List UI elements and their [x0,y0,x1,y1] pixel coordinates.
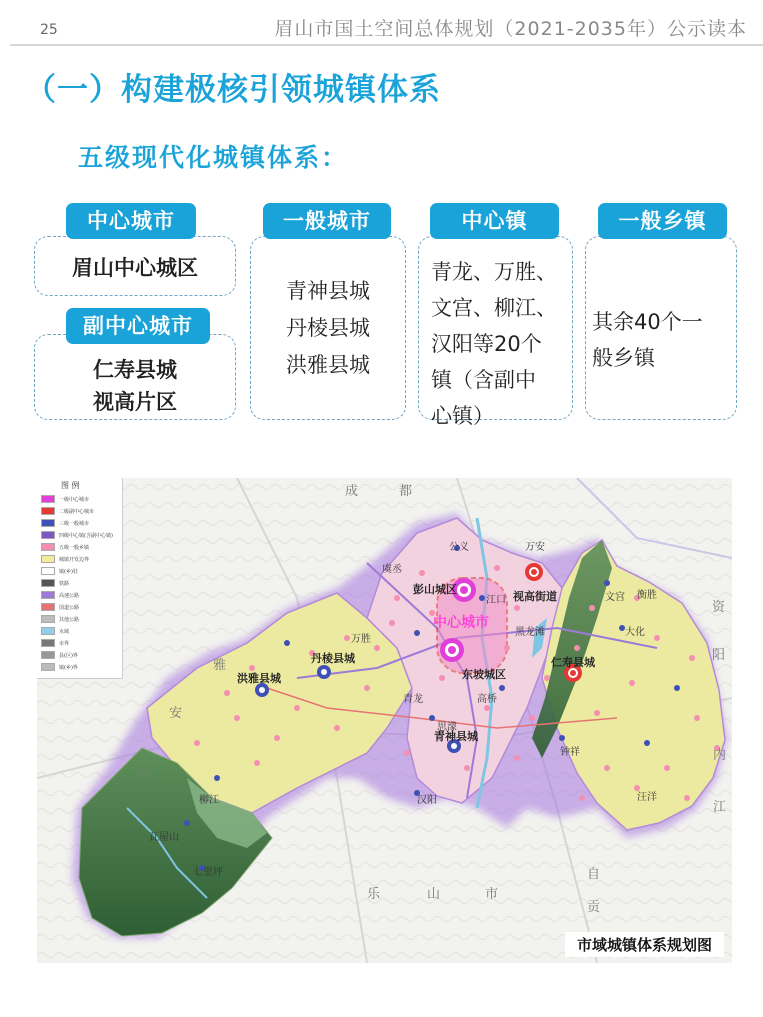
center-town-line: 镇（含副中 [431,368,536,392]
map-label-danling: 丹棱县城 [311,652,355,665]
map-label-renshou: 仁寿县城 [551,656,595,669]
legend-item [41,494,89,504]
general-town-text [592,304,732,376]
sub-center-city-line-2: 视高片区 [93,390,177,414]
map-label-town: 万胜 [351,634,371,645]
legend-swatch [41,579,55,587]
general-town-tag: 一般乡镇 [598,203,727,239]
map-label-hongya: 洪雅县城 [237,672,281,685]
legend-swatch [41,507,55,515]
center-town-line: 文宫、柳江、 [431,296,557,320]
general-city-item: 洪雅县城 [286,353,370,377]
center-town-tag: 中心镇 [430,203,559,239]
map-label-town: 高桥 [477,694,497,705]
legend-swatch [41,639,55,647]
page-number: 25 [40,22,58,38]
legend-item [41,662,78,672]
map-label-pengshan: 彭山城区 [413,583,457,596]
legend-item [41,638,69,648]
legend-item [41,602,79,612]
legend-item [41,590,79,600]
legend-label: 城镇开发边界 [59,556,90,563]
legend-swatch [41,627,55,635]
region-label-chengdu-du: 都 [399,484,413,499]
general-city-tag: 一般城市 [263,203,391,239]
general-town-line: 其余40个一 [592,310,703,334]
map-label-town: 大化 [625,627,645,638]
map-label-town: 文宫 [605,592,625,603]
region-label-yang: 阳 [712,648,726,663]
general-town-line: 般乡镇 [592,346,655,370]
legend-label: 镇(乡)驻 [59,568,78,575]
center-town-line: 心镇） [431,404,494,428]
map-label-town: 江口 [486,595,506,606]
map-label-town: 思濛 [437,722,457,733]
map-label-town: 汪洋 [637,792,657,803]
legend-swatch [41,567,55,575]
map-graphic [37,478,732,963]
general-city-item: 青神县城 [286,279,370,303]
map-label-town: 汉阳 [417,795,437,806]
legend-label: 三级一般城市 [59,520,90,527]
legend-item [41,566,78,576]
region-label-zigong-gong: 贡 [587,900,601,915]
region-label-ya: 雅 [213,658,227,673]
sub-center-city-tag: 副中心城市 [66,308,210,344]
region-label-chengdu-cheng: 成 [345,484,359,499]
legend-swatch [41,591,55,599]
map-label-town: 柳江 [199,795,219,806]
center-city-marker-dongpo [440,638,464,662]
legend-swatch [41,495,55,503]
legend-label: 一级中心城市 [59,496,90,503]
map-label-town: 虞丞 [382,564,402,575]
legend-swatch [41,663,55,671]
region-label-shi-bottom: 市 [485,887,499,902]
legend-label: 二级副中心城市 [59,508,95,515]
general-city-marker-danling [317,665,331,679]
running-title: 眉山市国土空间总体规划（2021-2035年）公示读本 [274,18,747,40]
map-label-shigao: 视高街道 [513,590,557,603]
map-label-town: 万安 [525,542,545,553]
legend-item [41,626,69,636]
region-label-an: 安 [169,706,183,721]
center-city-content: 眉山中心城区 [72,256,198,280]
legend-label: 铁路 [59,580,70,587]
region-label-shi-left: 市 [135,768,149,783]
legend-item [41,614,79,624]
general-city-item: 丹棱县城 [286,316,370,340]
center-town-text [431,254,571,434]
header-divider [10,44,763,46]
map-legend [37,478,123,679]
map-label-town: 七里坪 [193,867,223,878]
legend-label: 水域 [59,628,70,635]
legend-label: 五级一般乡镇 [59,544,90,551]
legend-swatch [41,519,55,527]
legend-label: 高速公路 [59,592,80,599]
legend-swatch [41,615,55,623]
map-label-town: 衡胜 [637,590,657,601]
center-town-line: 青龙、万胜、 [431,260,557,284]
legend-label: 县(区)界 [59,652,78,659]
map-label-town: 青龙 [403,694,423,705]
legend-label: 其他公路 [59,616,80,623]
map-label-dongpo: 东坡城区 [462,668,506,681]
region-label-zigong-zi: 自 [587,867,601,882]
legend-label: 四级中心镇(含副中心镇) [59,532,113,539]
center-town-line: 汉阳等20个 [431,332,542,356]
legend-swatch [41,603,55,611]
region-label-shan: 山 [427,887,441,902]
legend-item [41,542,89,552]
region-label-nei: 内 [713,748,727,763]
map-label-town: 黑龙滩 [515,627,545,638]
map-caption: 市域城镇体系规划图 [565,932,724,957]
map-label-town: 瓦屋山 [149,832,179,843]
center-city-tag: 中心城市 [66,203,196,239]
city-system-map [37,478,732,963]
legend-swatch [41,651,55,659]
legend-item [41,530,113,540]
region-label-le: 乐 [367,887,381,902]
region-label-zi: 资 [712,600,726,615]
region-label-jiang: 江 [713,800,727,815]
legend-item [41,518,89,528]
legend-label: 国道公路 [59,604,80,611]
section-subtitle: 五级现代化城镇体系： [78,143,349,172]
map-label-town: 公义 [449,542,469,553]
sub-center-city-line-1: 仁寿县城 [93,358,177,382]
legend-item [41,506,94,516]
section-title: （一）构建极核引领城镇体系 [25,72,441,108]
sub-center-marker-shigao [525,563,543,581]
legend-item [41,554,89,564]
general-city-list [250,273,406,384]
map-label-town: 钟祥 [560,747,580,758]
legend-item [41,650,78,660]
map-label-center-city: 中心城市 [433,615,489,631]
map-label-qingshen: 青神县城 [434,730,478,743]
legend-label: 市界 [59,640,70,647]
legend-swatch [41,555,55,563]
legend-label: 镇(乡)界 [59,664,78,671]
legend-title: 图 例 [61,481,80,490]
legend-swatch [41,531,55,539]
legend-swatch [41,543,55,551]
legend-item [41,578,69,588]
